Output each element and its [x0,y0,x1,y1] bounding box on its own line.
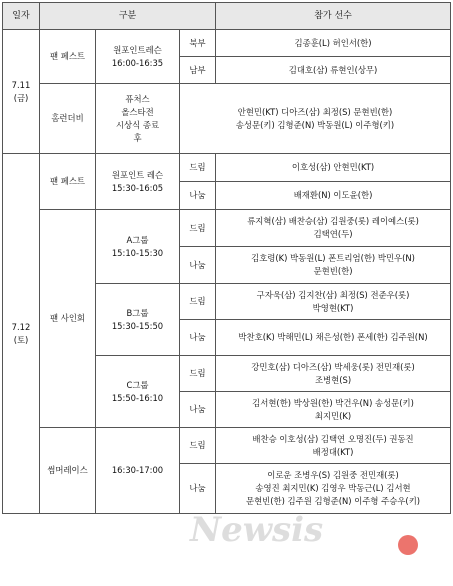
team-label-dream: 드림 [180,210,216,247]
players-line: 조병현(S) [314,374,352,385]
date-cell-day2 [3,154,40,514]
team-label-dream: 드림 [180,428,216,464]
table-row [3,154,451,182]
table-row [3,84,451,154]
table-row [3,428,451,464]
players-line: 문현빈(한) [313,266,353,276]
players-dream [216,284,451,320]
derby-desc-line: 시상식 종료 [115,119,160,130]
group-time: 15:30-15:50 [111,320,164,331]
date-day2: 7.12 [11,321,31,332]
players-dream [216,428,451,464]
players-dream [216,356,451,392]
players-line: 배정대(KT) [312,446,354,457]
team-label-nanum: 나눔 [180,247,216,284]
table-row [3,210,451,247]
players-line: 송성문(키) 김형준(N) 박동원(L) 이주형(키) [235,119,395,130]
event-fan-test-day2: 팬 페스트 [40,154,96,210]
derby-desc-line: 올스타전 [121,106,154,117]
header-row [3,3,451,30]
group-time: 15:50-16:10 [111,392,164,403]
team-label-dream: 드림 [180,356,216,392]
players-nanum [216,464,451,514]
newsis-watermark: Newsis [190,510,324,550]
players-line: 김택연(두) [313,229,353,239]
team-label-dream: 드림 [180,284,216,320]
session-name: 원포인트 레슨 [111,169,164,180]
group-c-cell [96,356,180,428]
players-south: 김대호(삼) 류현인(상무) [216,57,451,84]
group-name: A그룹 [126,234,149,245]
team-label-south: 남부 [180,57,216,84]
players-line: 문현빈(한) 김주원 김형준(N) 이주형 주승우(키) [246,496,421,506]
players-dream [216,210,451,247]
players-line: 김서현(한) 박상원(한) 박건우(N) 송성문(키) [252,397,414,408]
group-a-cell [96,210,180,284]
players-line: 안현민(KT) 디아즈(삼) 최정(S) 문현빈(한) [237,106,393,117]
session-name: 원포인트레슨 [113,44,162,55]
players-line: 류지혁(삼) 배찬승(삼) 김원중(롯) 레이예스(롯) [247,216,419,226]
team-label-north: 북부 [180,30,216,57]
weekday-day2: (토) [13,334,29,345]
players-line: 김호령(K) 박동원(L) 폰트리엄(한) 박민우(N) [251,253,415,263]
header-date: 일자 [3,3,40,30]
players-line: 구자욱(삼) 김지찬(삼) 최정(S) 전준우(롯) [256,289,410,300]
watermark-badge-icon [398,535,418,555]
header-players: 참가 선수 [216,3,451,30]
summer-time: 16:30-17:00 [96,428,180,514]
event-autograph: 팬 사인회 [40,210,96,428]
session-cell-day2 [96,154,180,210]
team-label-dream: 드림 [180,154,216,182]
players-line: 최지민(K) [314,410,352,421]
weekday-day1: (금) [13,92,29,103]
team-label-nanum: 나눔 [180,392,216,428]
players-line: 배찬승 이호성(삼) 김택연 오명진(두) 권동진 [252,433,414,444]
schedule-table [2,2,451,514]
players-nanum [216,392,451,428]
group-b-cell [96,284,180,356]
players-line: 박영현(KT) [312,302,354,313]
players-nanum: 배재환(N) 이도윤(한) [216,182,451,210]
players-line: 강민호(삼) 디아즈(삼) 박세웅(롯) 전민재(롯) [251,361,415,372]
players-north: 김종훈(L) 허인서(한) [216,30,451,57]
header-category: 구분 [40,3,216,30]
table-row [3,30,451,57]
group-time: 15:10-15:30 [111,247,164,258]
players-derby [180,84,451,154]
group-name: C그룹 [126,379,149,390]
players-nanum [216,247,451,284]
event-fan-test-day1: 팬 페스트 [40,30,96,84]
date-cell-day1 [3,30,40,154]
players-dream: 이호성(삼) 안현민(KT) [216,154,451,182]
date-day1: 7.11 [11,79,31,90]
group-name: B그룹 [126,307,149,318]
session-cell-day1 [96,30,180,84]
session-time: 16:00-16:35 [111,57,164,68]
team-label-nanum: 나눔 [180,464,216,514]
team-label-nanum: 나눔 [180,182,216,210]
event-summer-race: 썸머레이스 [40,428,96,514]
team-label-nanum: 나눔 [180,320,216,356]
players-nanum [216,320,451,356]
players-line: 송영진 최지민(K) 김영우 박동근(L) 김서현 [255,483,411,493]
session-time: 15:30-16:05 [111,182,164,193]
event-home-run-derby: 홈런더비 [40,84,96,154]
derby-desc-line: 퓨처스 [125,93,150,104]
derby-desc-line: 후 [133,132,142,143]
players-line: 박찬호(K) 박해민(L) 채은성(한) 폰세(한) 김주원(N) [238,332,428,342]
derby-desc-cell [96,84,180,154]
players-line: 이로운 조병우(S) 김원중 전민재(롯) [267,470,399,480]
